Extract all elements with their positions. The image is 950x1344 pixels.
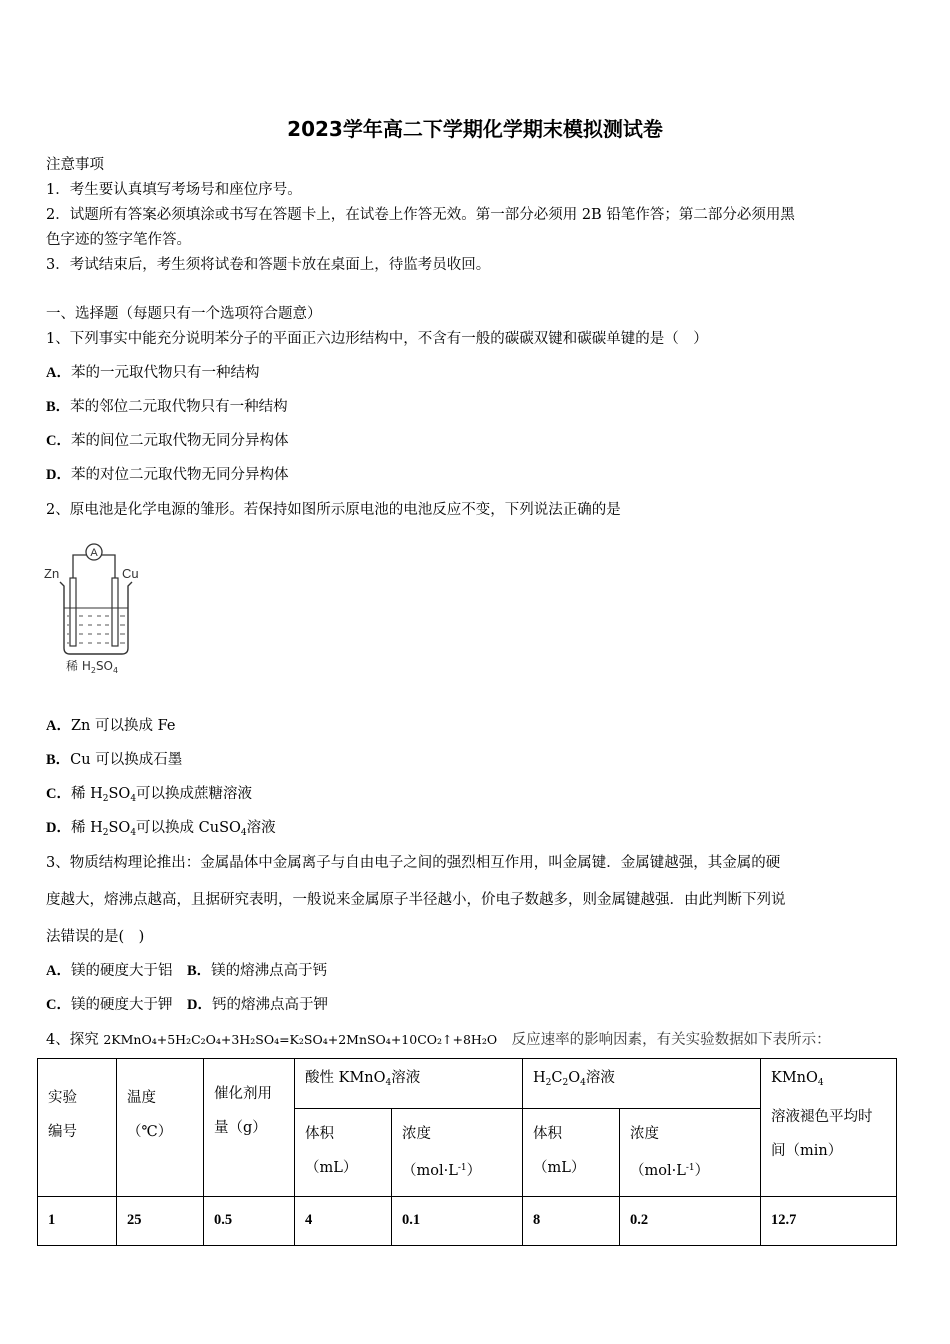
notice-item: 色字迹的签字笔作答。 (46, 232, 191, 248)
option-letter: B． (46, 752, 71, 768)
header-catalyst: 催化剂用 量（g） (204, 1059, 295, 1197)
header-temp: 温度 （℃） (117, 1059, 204, 1197)
notice-item: 2．试题所有答案必须填涂或书写在答题卡上，在试卷上作答无效。第一部分必须用 2B 铅笔作答；第二部分必须用黑 (46, 207, 795, 223)
question-4-stem: 4、探究 2KMnO₄+5H₂C₂O₄+3H₂SO₄=K₂SO₄+2MnSO₄+10CO₂↑+8H₂O 反应速率的影响因素，有关实验数据如下表所示： (46, 1032, 831, 1048)
table-row (38, 1197, 897, 1246)
notice-item: 3．考试结束后，考生须将试卷和答题卡放在桌面上，待监考员收回。 (46, 257, 491, 273)
option-letter: B． (46, 399, 71, 415)
q1-option-b (46, 395, 288, 416)
header-fade-time: KMnO$_4$ 溶液褪色平均时 间（min） (761, 1059, 897, 1197)
cell-h2c2o4-volume: 8 (523, 1197, 620, 1246)
option-text: Zn 可以换成 Fe (70, 718, 176, 734)
notice-item: 1．考生要认真填写考场号和座位序号。 (46, 182, 302, 198)
option-text: Cu 可以换成石墨 (70, 752, 183, 768)
header-volume: 体积 （mL） (295, 1109, 392, 1197)
cell-catalyst: 0.5 (204, 1197, 295, 1246)
option-letter: D． (46, 467, 71, 483)
notice-heading: 注意事项 (46, 157, 104, 173)
reaction-equation: 2KMnO₄+5H₂C₂O₄+3H₂SO₄=K₂SO₄+2MnSO₄+10CO₂↑+8H₂O (103, 1032, 498, 1047)
question-3-line: 度越大，熔沸点越高，且据研究表明，一般说来金属原子半径越小，价电子数越多，则金属键越强．由此判断下列说 (46, 892, 786, 908)
header-exp-no: 实验 编号 (38, 1059, 117, 1197)
option-text: 苯的邻位二元取代物只有一种结构 (70, 399, 288, 415)
q2-option-b (46, 748, 182, 769)
option-letter: C． (46, 786, 71, 802)
question-3-line: 3、物质结构理论推出：金属晶体中金属离子与自由电子之间的强烈相互作用，叫金属键．金属键越强，其金属的硬 (46, 855, 781, 871)
cell-kmno4-volume: 4 (295, 1197, 392, 1246)
section-heading: 一、选择题（每题只有一个选项符合题意） (46, 306, 322, 322)
wire-right (102, 555, 115, 578)
zn-electrode (70, 578, 76, 646)
wire-left (73, 555, 86, 578)
q1-option-a (46, 361, 259, 382)
option-text: 苯的间位二元取代物无同分异构体 (70, 433, 289, 449)
q1-option-d (46, 463, 288, 484)
option-letter: D． (46, 820, 71, 836)
q2-option-d: D．稀 $H_2SO_4$可以换成 CuSO$_4$溶液 (46, 820, 276, 838)
header-kmno4: 酸性 KMnO$_4$溶液 (295, 1059, 523, 1109)
ammeter-label: A (90, 547, 98, 559)
cell-fade-time: 12.7 (761, 1197, 897, 1246)
header-h2c2o4: $H_2C_2O_4$溶液 (523, 1059, 761, 1109)
cell-temp: 25 (117, 1197, 204, 1246)
cell-kmno4-conc: 0.1 (392, 1197, 523, 1246)
q2-option-c: C．稀 $H_2SO_4$可以换成蔗糖溶液 (46, 786, 253, 804)
electrolyte-caption: 稀 $H_2SO_4$ (66, 659, 119, 675)
table-header-row (38, 1059, 897, 1109)
cu-electrode (112, 578, 118, 646)
header-concentration: 浓度 $(mol\cdot L^{-1})$ (392, 1109, 523, 1197)
q2-option-a (46, 714, 175, 735)
option-letter: C． (46, 433, 71, 449)
option-letter: A． (46, 718, 71, 734)
header-volume: 体积 （mL） (523, 1109, 620, 1197)
q3-options-row-1: A．镁的硬度大于铝 B．镁的熔沸点高于钙 (46, 963, 328, 979)
page-title: 2023学年高二下学期化学期末模拟测试卷 (287, 117, 663, 141)
cell-h2c2o4-conc: 0.2 (620, 1197, 761, 1246)
question-3-line: 法错误的是( ) (46, 929, 145, 945)
galvanic-cell-diagram (40, 540, 160, 675)
q1-option-c (46, 429, 288, 450)
question-2-stem: 2、原电池是化学电源的雏形。若保持如图所示原电池的电池反应不变，下列说法正确的是 (46, 502, 621, 518)
zn-label: Zn (44, 566, 60, 581)
header-concentration: 浓度 $(mol\cdot L^{-1})$ (620, 1109, 761, 1197)
option-letter: A． (46, 365, 71, 381)
q3-options-row-2: C．镁的硬度大于钾 D．钙的熔沸点高于钾 (46, 997, 328, 1013)
question-1-stem: 1、下列事实中能充分说明苯分子的平面正六边形结构中，不含有一般的碳碳双键和碳碳单键的是（ ） (46, 331, 708, 347)
cu-label: Cu (122, 566, 139, 581)
experiment-table (37, 1058, 897, 1246)
option-text: 苯的一元取代物只有一种结构 (70, 365, 260, 381)
cell-no: 1 (38, 1197, 117, 1246)
option-text: 苯的对位二元取代物无同分异构体 (70, 467, 289, 483)
